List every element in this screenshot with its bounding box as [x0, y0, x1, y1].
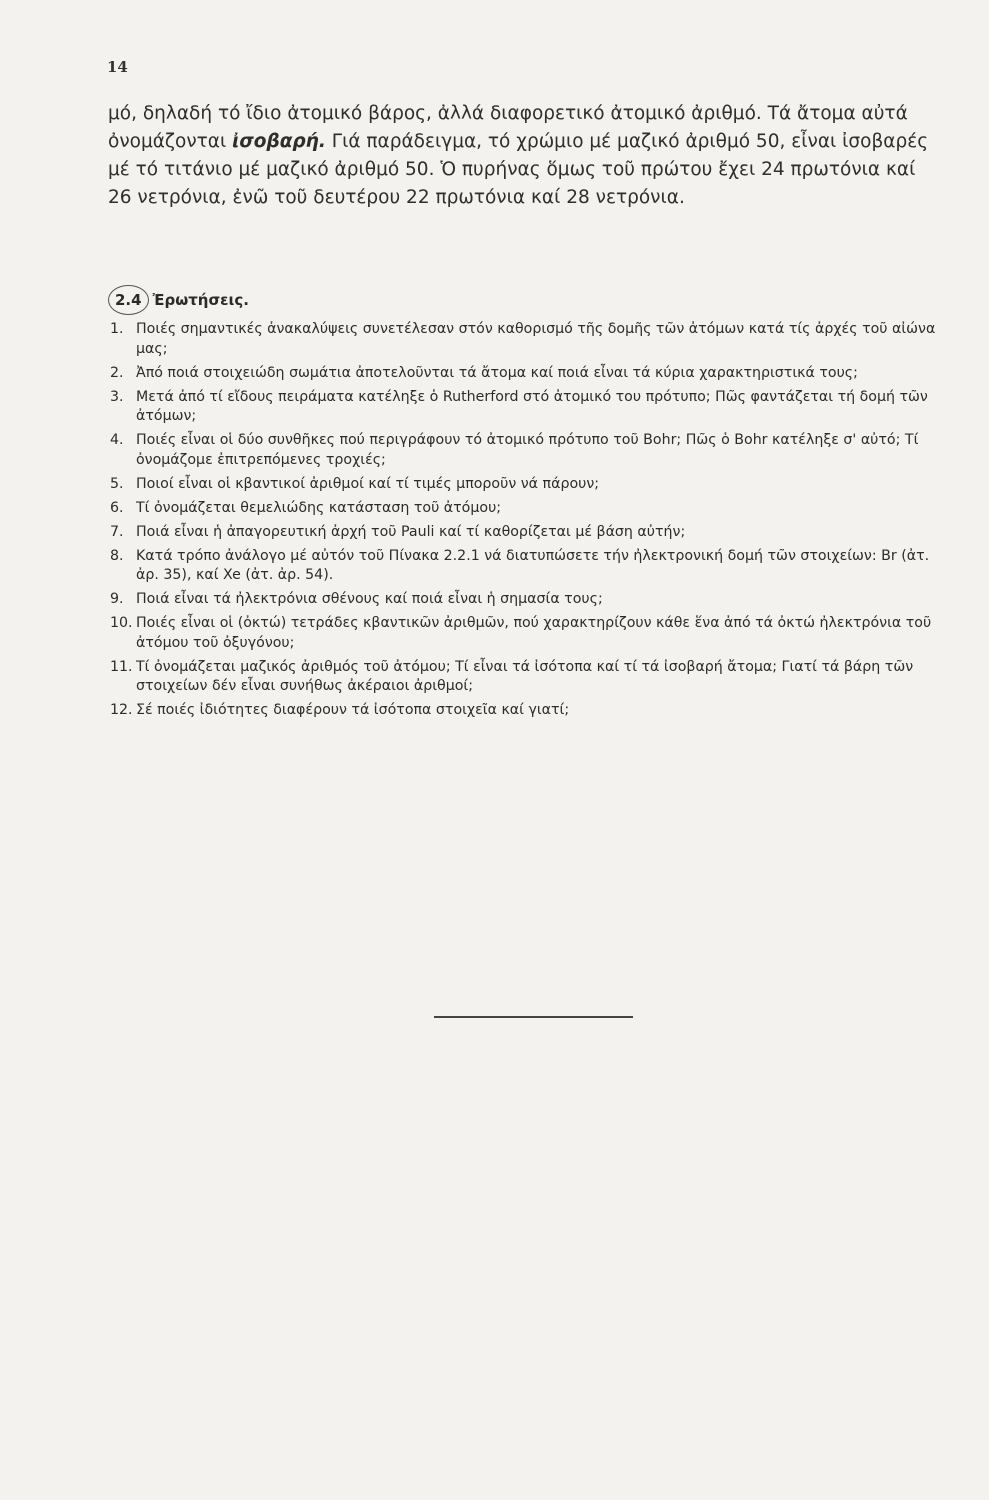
question-number: 4. — [110, 432, 124, 448]
question-item — [110, 658, 938, 697]
section-number: 2.4 — [108, 285, 149, 315]
question-item — [110, 523, 938, 543]
question-text: Τί ὀνομάζεται μαζικός ἀριθμός τοῦ ἀτόμου; Τί εἶναι τά ἰσότοπα καί τί τά ἰσοβαρή ἄτομα; Γιατί τά βάρη τῶν στοιχείων δέν εἶναι συνήθως ἀκέραιοι ἀριθμοί; — [136, 658, 914, 694]
question-text: Ποιοί εἶναι οἱ κβαντικοί ἀριθμοί καί τί τιμές μποροῦν νά πάρουν; — [136, 475, 600, 492]
question-item — [110, 590, 938, 610]
question-item — [110, 364, 938, 384]
question-text: Ποιές σημαντικές ἀνακαλύψεις συνετέλεσαν στόν καθορισμό τῆς δομῆς τῶν ἀτόμων κατά τίς ἀρχές τοῦ αἰώνα μας; — [136, 321, 936, 357]
question-number: 1. — [110, 321, 124, 337]
question-item — [110, 499, 938, 519]
question-text: Μετά ἀπό τί εἴδους πειράματα κατέληξε ὁ Rutherford στό ἀτομικό του πρότυπο; Πῶς φαντάζεται τή δομή τῶν ἀτόμων; — [136, 388, 928, 424]
question-text: Σέ ποιές ἰδιότητες διαφέρουν τά ἰσότοπα στοιχεῖα καί γιατί; — [136, 702, 570, 718]
section-heading — [108, 283, 249, 317]
intro-paragraph — [108, 100, 940, 212]
question-number: 10. — [110, 615, 133, 631]
question-text: Κατά τρόπο ἀνάλογο μέ αὐτόν τοῦ Πίνακα 2.2.1 νά διατυπώσετε τήν ἠλεκτρονική δομή τῶν στοιχείων: Br (ἀτ. ἀρ. 35), καί Xe (ἀτ. ἀρ. 54). — [136, 547, 930, 583]
intro-text-part1: μό, δηλαδή τό ἴδιο ἀτομικό βάρος, ἀλλά διαφορετικό ἀτομικό ἀριθμό. Τά ἄτομα αὐτά ὀνομάζονται — [108, 103, 908, 152]
question-text: Ποιά εἶναι τά ἠλεκτρόνια σθένους καί ποιά εἶναι ἡ σημασία τους; — [136, 591, 603, 607]
question-number: 6. — [110, 499, 124, 516]
question-number: 8. — [110, 547, 124, 564]
question-item — [110, 388, 938, 427]
question-text: Ποιές εἶναι οἱ δύο συνθῆκες πού περιγράφουν τό ἀτομικό πρότυπο τοῦ Bohr; Πῶς ὁ Bohr κατέληξε σ' αὐτό; Τί ὀνομάζομε ἐπιτρεπόμενες τροχιές; — [136, 432, 919, 468]
question-number: 2. — [110, 364, 124, 381]
questions-list — [110, 320, 938, 725]
page-number: 14 — [107, 58, 128, 76]
question-number: 11. — [110, 658, 133, 675]
question-text: Ποιά εἶναι ἡ ἀπαγορευτική ἀρχή τοῦ Pauli καί τί καθορίζεται μέ βάση αὐτήν; — [136, 523, 686, 540]
question-text: Ποιές εἶναι οἱ (ὀκτώ) τετράδες κβαντικῶν ἀριθμῶν, πού χαρακτηρίζουν κάθε ἕνα ἀπό τά ὀκτώ ἠλεκτρόνια τοῦ ἀτόμου τοῦ ὀξυγόνου; — [136, 615, 932, 651]
question-text: Ἀπό ποιά στοιχειώδη σωμάτια ἀποτελοῦνται τά ἄτομα καί ποιά εἶναι τά κύρια χαρακτηριστικά τους; — [136, 364, 858, 381]
question-text: Τί ὀνομάζεται θεμελιώδης κατάσταση τοῦ ἀτόμου; — [136, 499, 502, 516]
question-item — [110, 475, 938, 495]
intro-term-isobar: ἰσοβαρή. — [232, 131, 326, 152]
intro-text-part2: Γιά παράδειγμα, τό χρώμιο μέ μαζικό ἀριθμό 50, εἶναι ἰσοβαρές μέ τό τιτάνιο μέ μαζικό ἀριθμό 50. Ὁ πυρήνας ὅμως τοῦ πρώτου ἔχει 24 πρωτόνια καί 26 νετρόνια, ἐνῶ τοῦ δευτέρου 22 πρωτόνια καί 28 νετρόνια. — [108, 131, 929, 208]
question-number: 7. — [110, 523, 124, 540]
question-number: 9. — [110, 591, 124, 607]
question-item — [110, 320, 938, 359]
question-item — [110, 547, 938, 586]
question-item — [110, 701, 938, 721]
question-number: 5. — [110, 475, 124, 492]
section-title: Ἐρωτήσεις. — [152, 291, 249, 309]
question-number: 3. — [110, 388, 124, 405]
question-item — [110, 614, 938, 653]
question-item — [110, 431, 938, 470]
question-number: 12. — [110, 702, 133, 718]
section-end-divider — [434, 1016, 633, 1018]
